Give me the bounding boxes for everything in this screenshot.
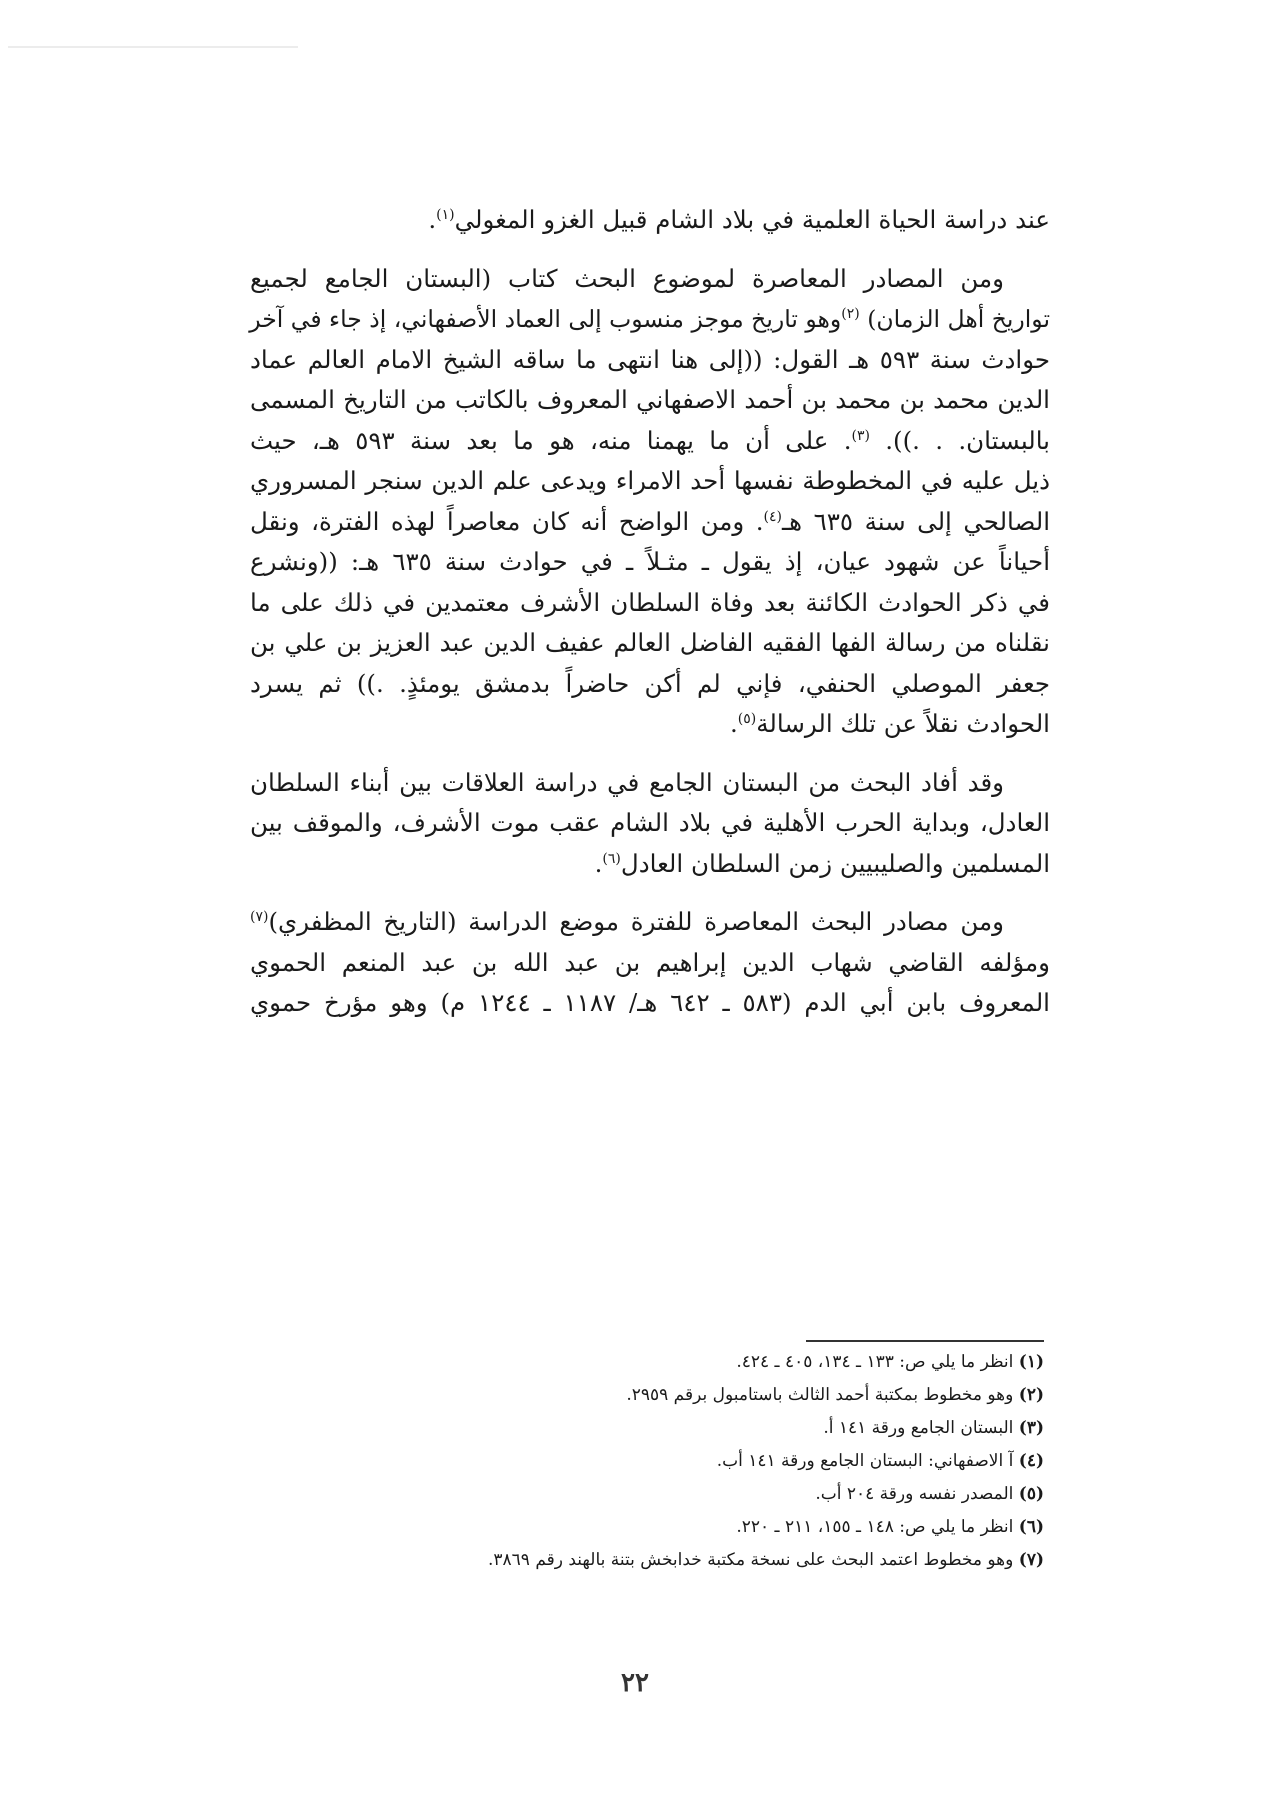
page-number: ٢٢ [621, 1668, 649, 1698]
line-text: حوادث سنة ٥٩٣ هـ القول: ((إلى هنا انتهى ما ساقه الشيخ الامام العالم عماد [250, 344, 1050, 374]
footnote-ref[interactable]: (٣) [851, 427, 870, 444]
footnote-number: (٤) [1018, 1451, 1044, 1471]
line-text: الحوادث نقلاً عن تلك الرسالة [756, 709, 1050, 738]
text-line [250, 844, 1050, 885]
footnote-number: (٢) [1018, 1385, 1044, 1405]
footnote-number: (٦) [1018, 1517, 1044, 1537]
footnote-ref[interactable]: (٢) [841, 306, 860, 323]
footnote-text: البستان الجامع ورقة ١٤١ أ. [823, 1418, 1014, 1438]
line-text: أحياناً عن شهود عيان، إذ يقول ـ مثـلاً ـ في حوادث سنة ٦٣٥ هـ: ((ونشرع [250, 547, 1050, 576]
footnote [300, 1412, 1044, 1445]
footnote-text: وهو مخطوط بمكتبة أحمد الثالث باستامبول برقم ٢٩٥٩. [626, 1385, 1014, 1405]
text-line [250, 664, 1050, 705]
footnote-text: المصدر نفسه ورقة ٢٠٤ أب. [815, 1484, 1014, 1504]
footnote-ref[interactable]: (٤) [763, 508, 782, 525]
line-text: جعفر الموصلي الحنفي، فإني لم أكن حاضراً بدمشق يومئذٍ. .)) ثم يسرد [250, 668, 1050, 698]
text-line [250, 943, 1050, 984]
footnote [300, 1478, 1044, 1511]
footnote [300, 1445, 1044, 1478]
text-line [250, 259, 1050, 300]
line-text-tail: وهو تاريخ موجز منسوب إلى العماد الأصفهاني، إذ جاء في آخر [249, 305, 842, 333]
line-text: بالبستان. . .)). [869, 425, 1050, 455]
line-text-tail: . [729, 709, 738, 738]
text-line [250, 340, 1050, 381]
line-text: وقد أفاد البحث من البستان الجامع في دراسة العلاقات بين أبناء السلطان [250, 767, 1004, 797]
footnote-ref[interactable]: (٦) [602, 850, 621, 867]
text-line [250, 704, 1050, 745]
text-line [250, 983, 1050, 1024]
line-text: الدين محمد بن محمد بن أحمد الاصفهاني المعروف بالكاتب من التاريخ المسمى [250, 385, 1050, 414]
line-text-tail: . على أن ما يهمنا منه، هو ما بعد سنة ٥٩٣ هـ، حيث [250, 425, 852, 455]
line-text: المعروف بابن أبي الدم (٥٨٣ ـ ٦٤٢ هـ/ ١١٨٧ ـ ١٢٤٤ م) وهو مؤرخ حموي [250, 988, 1050, 1017]
line-text: تواريخ أهل الزمان) [859, 305, 1050, 333]
line-text: المسلمين والصليبيين زمن السلطان العادل [620, 848, 1050, 878]
footnote-separator [806, 1340, 1044, 1342]
line-text: ذيل عليه في المخطوطة نفسها أحد الامراء ويدعى علم الدين سنجر المسروري [250, 466, 1050, 495]
text-line [250, 803, 1050, 844]
text-line [250, 200, 1050, 241]
scan-edge-mark [8, 46, 298, 48]
line-text: الصالحي إلى سنة ٦٣٥ هـ [782, 506, 1051, 536]
text-line [250, 299, 1050, 340]
text-line [250, 542, 1050, 583]
footnote-number: (٣) [1018, 1418, 1044, 1438]
footnote-number: (٥) [1018, 1484, 1044, 1504]
footnote-ref[interactable]: (٧) [250, 908, 269, 925]
text-line [250, 583, 1050, 624]
text-line [250, 502, 1050, 543]
line-text: العادل، وبداية الحرب الأهلية في بلاد الشام عقب موت الأشرف، والموقف بين [250, 808, 1050, 837]
body-text [250, 200, 1050, 1024]
footnote [300, 1511, 1044, 1544]
footnote [300, 1379, 1044, 1412]
line-text: نقلناه من رسالة الفها الفقيه الفاضل العالم عفيف الدين عبد العزيز بن علي بن [250, 628, 1050, 657]
text-line [250, 421, 1050, 462]
line-text-tail: . [428, 205, 437, 234]
text-line [250, 763, 1050, 804]
text-line [250, 380, 1050, 421]
footnote-text: انظر ما يلي ص: ١٣٣ ـ ١٣٤، ٤٠٥ ـ ٤٢٤. [736, 1352, 1014, 1372]
line-text: ومن مصادر البحث المعاصرة للفترة موضع الدراسة (التاريخ المظفري) [268, 907, 1004, 936]
line-text: ومن المصادر المعاصرة لموضوع البحث كتاب (البستان الجامع لجميع [250, 263, 1004, 293]
footnote-text: وهو مخطوط اعتمد البحث على نسخة مكتبة خدابخش بتنة بالهند رقم ٣٨٦٩. [487, 1550, 1014, 1570]
footnote-text: آ الاصفهاني: البستان الجامع ورقة ١٤١ أب. [716, 1451, 1014, 1471]
line-text-tail: . [594, 848, 603, 878]
text-line [250, 623, 1050, 664]
line-text: في ذكر الحوادث الكائنة بعد وفاة السلطان الأشرف معتمدين في ذلك على ما [250, 587, 1050, 617]
footnote-ref[interactable]: (١) [436, 206, 455, 223]
footnote-text: انظر ما يلي ص: ١٤٨ ـ ١٥٥، ٢١١ ـ ٢٢٠. [736, 1517, 1014, 1537]
footnote-number: (١) [1018, 1352, 1044, 1372]
footnote [300, 1346, 1044, 1379]
footnote-number: (٧) [1018, 1550, 1044, 1570]
text-line [250, 902, 1050, 943]
footnote [300, 1544, 1044, 1577]
line-text-tail: . ومن الواضح أنه كان معاصراً لهذه الفترة، ونقل [250, 506, 764, 536]
footnotes [300, 1346, 1044, 1577]
line-text: عند دراسة الحياة العلمية في بلاد الشام قبيل الغزو المغولي [454, 205, 1050, 234]
footnote-ref[interactable]: (٥) [737, 710, 757, 727]
text-line [250, 461, 1050, 502]
line-text: ومؤلفه القاضي شهاب الدين إبراهيم بن عبد الله بن عبد المنعم الحموي [250, 947, 1050, 977]
